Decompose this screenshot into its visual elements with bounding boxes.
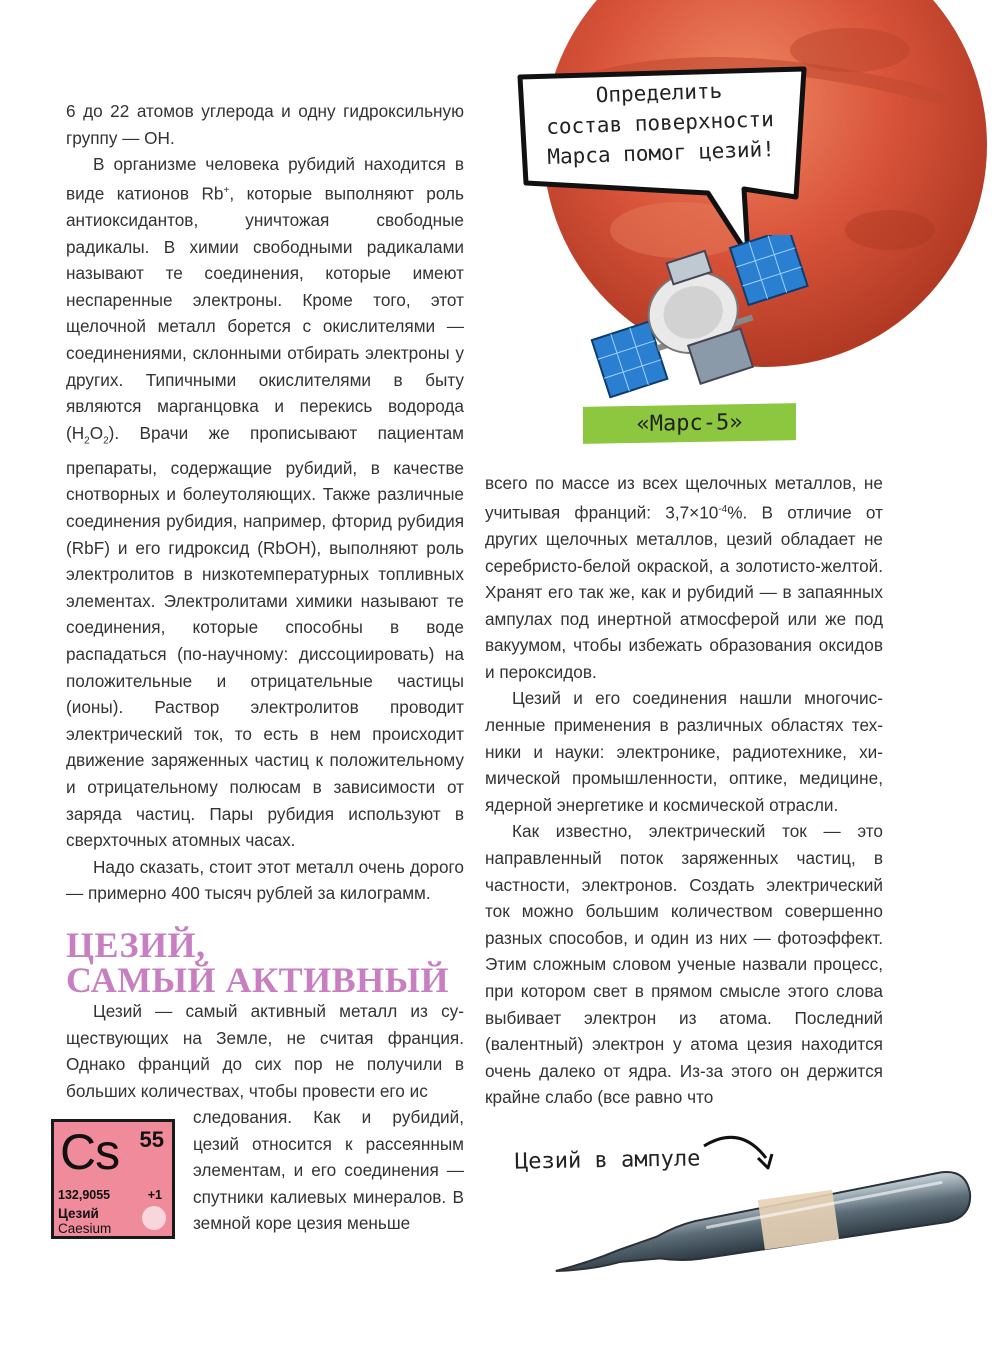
- subscript: 2: [84, 435, 90, 447]
- left-column: [66, 98, 464, 907]
- subscript: 2: [103, 435, 109, 447]
- bubble-line-1: Определить: [595, 78, 723, 108]
- left-column-cesium: [66, 998, 464, 1104]
- paragraph: следования. Как и рубидий, цезий относится к рассеянным элементам, и его соединения — спутники калиевых минералов. В земной коре цезия меньше: [193, 1107, 464, 1234]
- element-name-ru: Цезий: [58, 1206, 99, 1221]
- mars5-satellite-image: [585, 235, 820, 400]
- superscript: -4: [718, 503, 728, 515]
- paragraph: [66, 151, 464, 854]
- element-atomic-mass: 132,9055: [58, 1188, 111, 1202]
- element-symbol: Cs: [60, 1124, 120, 1180]
- text-run: %. В отличие от других щелочных металлов, цезий обладает не серебристо-белой окраской, а золотисто-желтой. Хранят его так же, как и рубидий — в запаянных ампулах под инертной атмосферой или же под вакуумом, чтобы избежать образования оксидов и пероксидов.: [485, 502, 883, 682]
- section-heading: [66, 925, 450, 1000]
- mars5-label: «Марс-5»: [583, 403, 796, 444]
- element-charge: +1: [147, 1188, 162, 1202]
- paragraph: Цезий — самый активный металл из существующих на Земле, не считая франция. Однако франций до сих пор не получили в больших количествах, чтобы провести его ис: [66, 1001, 464, 1101]
- superscript: +: [223, 184, 230, 196]
- left-column-cesium-cont: [193, 1104, 464, 1237]
- text-run: , которые выполняют роль антиоксидантов, уничтожая свободные радикалы. В химии свободными радикалами называют те соединения, которые имеют неспаренные электроны. Кроме того, этот щелочной металл борется с окислителями — соединениями, склонными отбирать электроны у других. Типичными окислителями в быту являются марганцовка и перекись водорода (H: [66, 183, 464, 443]
- element-atomic-number: 55: [139, 1127, 164, 1152]
- heading-line-1: ЦЕЗИЙ,: [66, 925, 206, 965]
- element-decor-dot: [142, 1206, 166, 1230]
- text-run: O: [89, 422, 104, 443]
- cesium-element-tile: [51, 1119, 175, 1239]
- bubble-line-2: состав поверхности: [545, 107, 775, 139]
- text-run: В организме человека рубидий находится в виде катионов Rb: [66, 154, 464, 204]
- element-name-en: Caesium: [58, 1221, 112, 1236]
- text-run: ). Врачи же прописывают пациентам препараты, содержащие рубидий, в качестве снотворных и болеутоляющих. Также различные соединения рубидия, например, фторид рубидия (RbF) и его гидроксид (RbOH), выполняют роль электролитов в низкотемпературных топливных элементах. Электролитами химики называют те соединения, которые способны в воде распадаться (по-научному: диссоциировать) на положительные и отрицательные частицы (ионы). Раствор электролитов проводит электрический ток, то есть в нем происходит движение заряженных частиц к положительному и отрицательному полюсам в зависимости от заряда частиц. Пары рубидия используют в сверхточных атомных часах.: [66, 422, 464, 851]
- cesium-ampoule-image: [545, 1150, 975, 1280]
- ampoule-caption: Цезий в ампуле: [514, 1146, 701, 1175]
- speech-bubble-text: [524, 73, 797, 172]
- text-run: всего по массе из всех щелочных металлов, не учитывая франций: 3,7×10: [485, 473, 883, 523]
- right-column: [485, 470, 883, 1111]
- paragraph: [485, 470, 883, 685]
- paragraph: Цезий и его соединения нашли многочисленные применения в различных областях техники и науки: электронике, радиотехнике, химической промышленности, оптике, медицине, ядерной энергетике и космической отрасли.: [485, 688, 883, 815]
- paragraph: Надо сказать, стоит этот металл очень дорого — примерно 400 тысяч рублей за килограмм.: [66, 856, 464, 904]
- heading-line-2: САМЫЙ АКТИВНЫЙ: [66, 960, 450, 1000]
- paragraph: 6 до 22 атомов углерода и одну гидроксильную группу — ОН.: [66, 101, 464, 148]
- paragraph: Как известно, электрический ток — это направленный поток заряженных частиц, в частности, электронов. Создать электрический ток можно большим количеством совершенно разных способов, и один из них — фотоэффект. Этим сложным словом ученые назвали процесс, при котором свет в прямом смысле этого слова выбивает электрон из атома. Последний (валентный) электрон у атома цезия находится очень далеко от ядра. Из-за этого он держится крайне слабо (все равно что: [485, 821, 883, 1108]
- bubble-line-3: Марса помог цезий!: [546, 137, 776, 169]
